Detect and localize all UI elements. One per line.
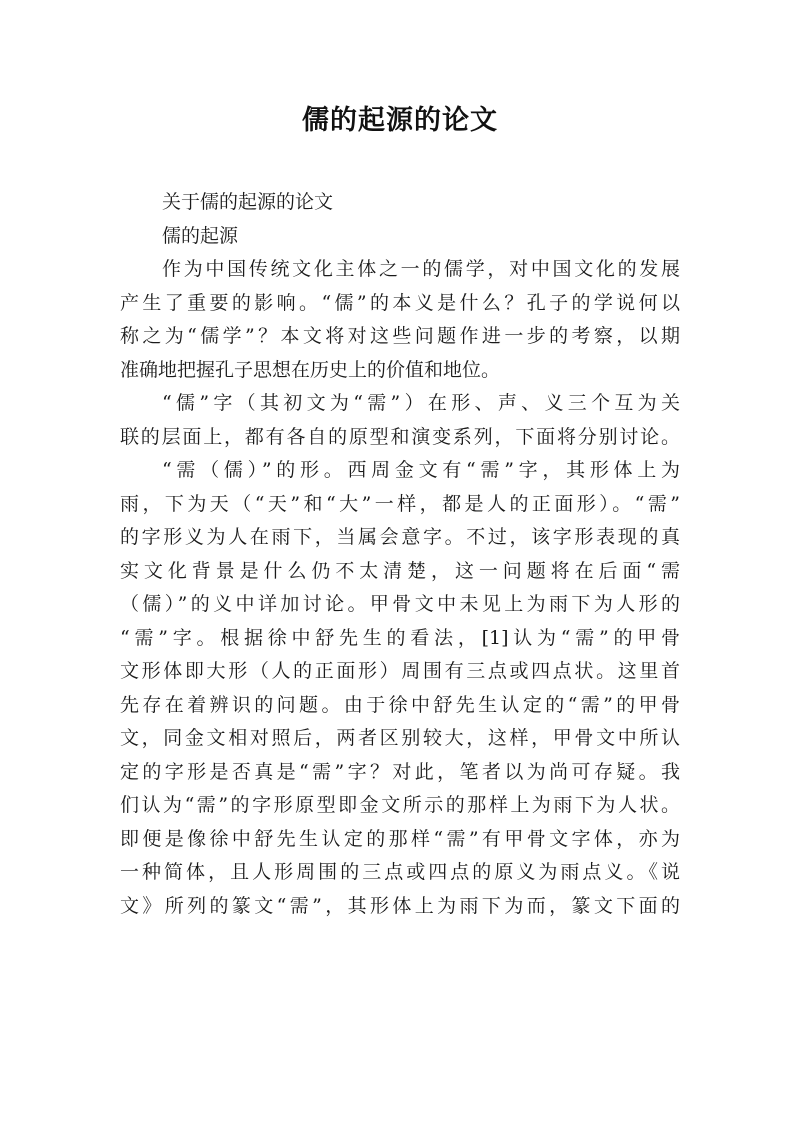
paragraph-line: 定的字形是否真是“需”字？对此，笔者以为尚可存疑。我 (120, 760, 680, 783)
subtitle-line: 关于儒的起源的论文 (162, 191, 334, 213)
paragraph-line: 准确地把握孔子思想在历史上的价值和地位。 (120, 358, 501, 381)
paragraph-line: 一种简体，且人形周围的三点或四点的原义为雨点义。《说 (120, 861, 680, 883)
paragraph-line: 联的层面上，都有各自的原型和演变系列，下面将分别讨论。 (120, 425, 680, 448)
paragraph-line: 实文化背景是什么仍不太清楚，这一问题将在后面“需 (120, 559, 680, 582)
paragraph-line: “需”字。根据徐中舒先生的看法，[1]认为“需”的甲骨 (120, 626, 680, 649)
document-body (120, 186, 680, 923)
paragraph-line: “儒”字（其初文为“需”）在形、声、义三个互为关 (162, 392, 680, 414)
paragraph-line: 称之为“儒学”？本文将对这些问题作进一步的考察，以期 (120, 325, 680, 347)
paragraph-line: 文》所列的篆文“需”，其形体上为雨下为而，篆文下面的 (120, 894, 680, 917)
paragraph-line: 产生了重要的影响。“儒”的本义是什么？孔子的学说何以 (120, 291, 680, 314)
paragraph-line: 的字形义为人在雨下，当属会意字。不过，该字形表现的真 (120, 526, 680, 548)
paragraph-line: 文形体即大形（人的正面形）周围有三点或四点状。这里首 (120, 660, 680, 682)
paragraph-line: 雨，下为天（“天”和“大”一样，都是人的正面形）。“需” (120, 492, 680, 515)
document-title: 儒的起源的论文 (302, 105, 498, 136)
paragraph-line: 们认为“需”的字形原型即金文所示的那样上为雨下为人状。 (120, 794, 680, 816)
paragraph-line: 文，同金文相对照后，两者区别较大，这样，甲骨文中所认 (120, 727, 680, 749)
paragraph-line: 即便是像徐中舒先生认定的那样“需”有甲骨文字体，亦为 (120, 827, 680, 850)
paragraph-line: 先存在着辨识的问题。由于徐中舒先生认定的“需”的甲骨 (120, 693, 680, 716)
paragraph-line: （儒）”的义中详加讨论。甲骨文中未见上为雨下为人形的 (120, 593, 680, 615)
section-heading: 儒的起源 (162, 224, 239, 247)
paragraph-line: “需（儒）”的形。西周金文有“需”字，其形体上为 (162, 459, 680, 481)
paragraph-line: 作为中国传统文化主体之一的儒学，对中国文化的发展 (162, 258, 680, 280)
